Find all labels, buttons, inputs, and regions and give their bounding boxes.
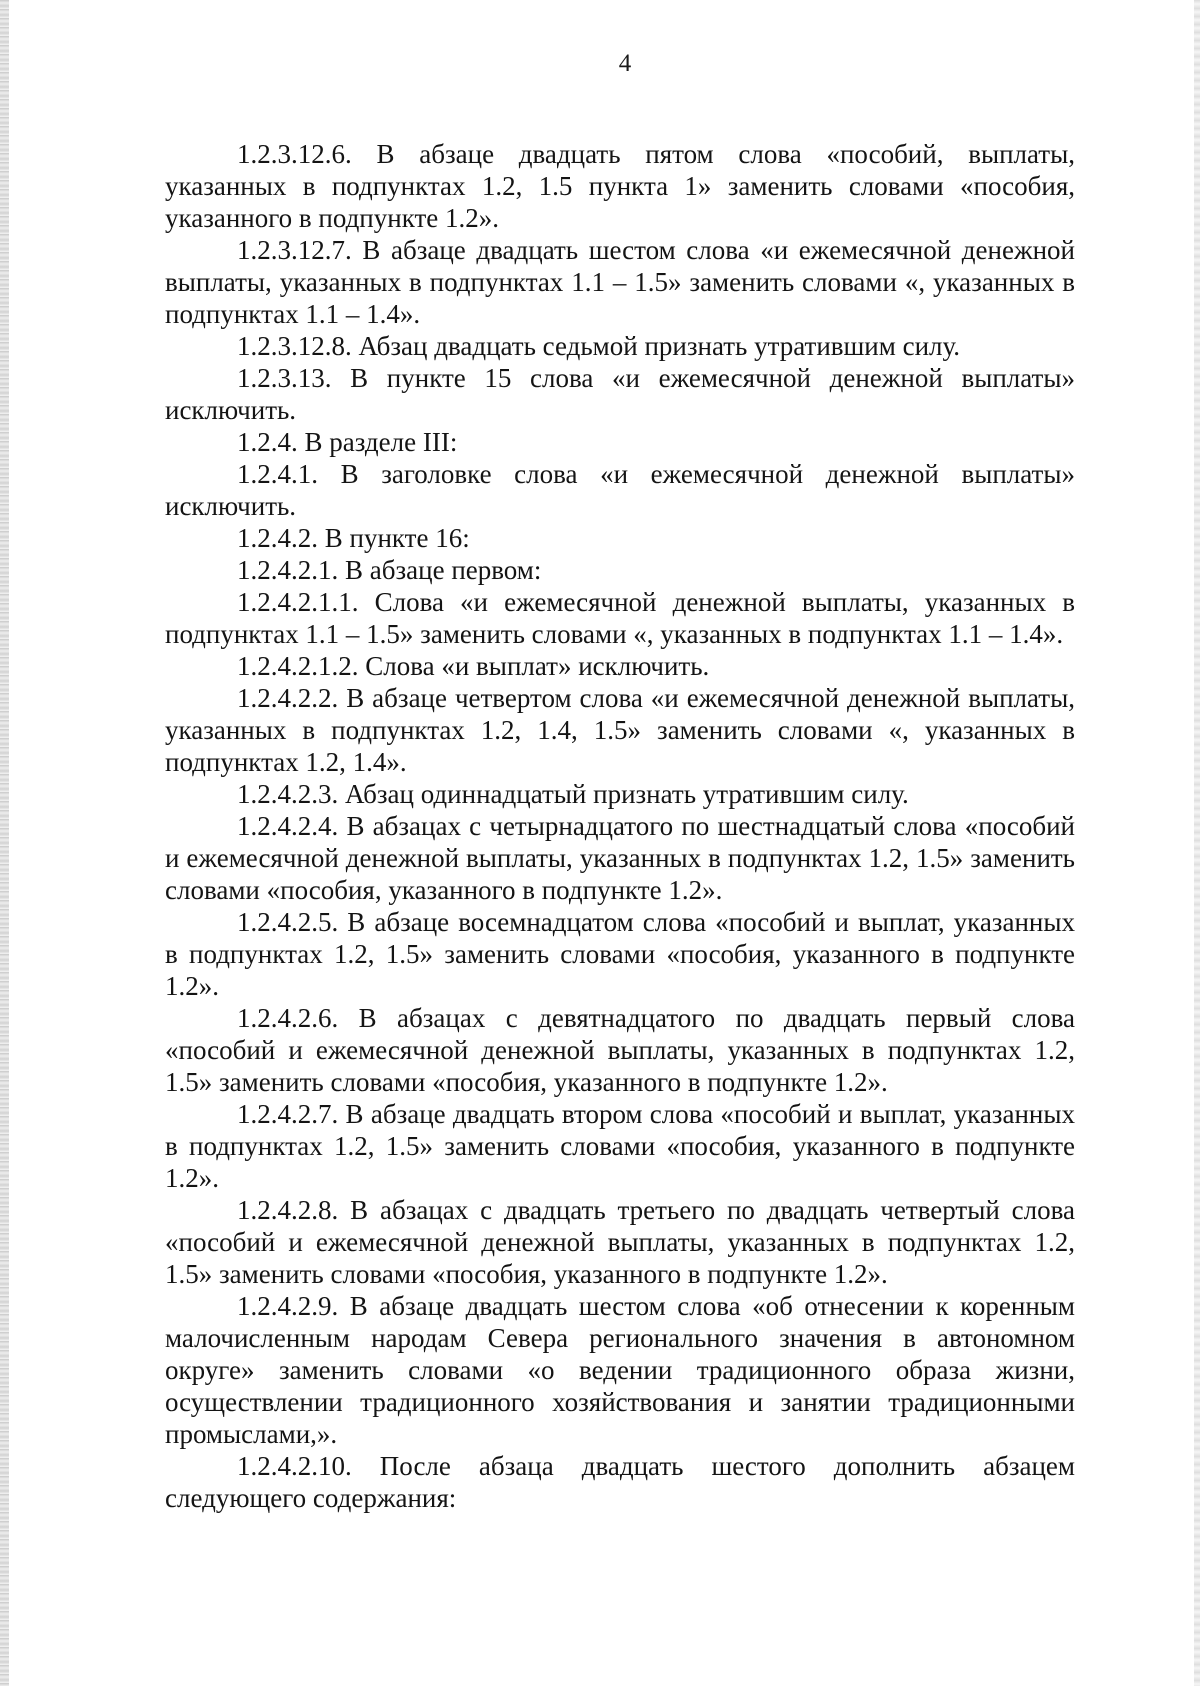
paragraph-1-2-4-2-1: 1.2.4.2.1. В абзаце первом: xyxy=(237,555,542,585)
paragraph-1-2-4-1: 1.2.4.1. В заголовке слова «и ежемесячной денежной выплаты» исключить. xyxy=(165,459,1075,521)
paragraph-1-2-4-2-10: 1.2.4.2.10. После абзаца двадцать шестого дополнить абзацем следующего содержания: xyxy=(165,1451,1075,1513)
paragraph-1-2-4-2: 1.2.4.2. В пункте 16: xyxy=(237,523,470,553)
paragraph-1-2-3-12-8: 1.2.3.12.8. Абзац двадцать седьмой признать утратившим силу. xyxy=(237,331,961,361)
paragraph-1-2-4-2-3: 1.2.4.2.3. Абзац одиннадцатый признать утратившим силу. xyxy=(237,779,909,809)
paragraph-1-2-3-13: 1.2.3.13. В пункте 15 слова «и ежемесячной денежной выплаты» исключить. xyxy=(165,363,1075,425)
paragraph-1-2-4-2-6: 1.2.4.2.6. В абзацах с девятнадцатого по двадцать первый слова «пособий и ежемесячной денежной выплаты, указанных в подпунктах 1.2, 1.5» заменить словами «пособия, указанного в подпункте 1.2». xyxy=(165,1003,1075,1097)
paragraph-1-2-4-2-9: 1.2.4.2.9. В абзаце двадцать шестом слова «об отнесении к коренным малочисленным народам Севера регионального значения в автономном округе» заменить словами «о ведении традиционного образа жизни, осуществлении традиционного хозяйствования и занятии традиционными промыслами,». xyxy=(165,1291,1075,1449)
paragraph-1-2-4-2-7: 1.2.4.2.7. В абзаце двадцать втором слова «пособий и выплат, указанных в подпунктах 1.2, 1.5» заменить словами «пособия, указанного в подпункте 1.2». xyxy=(165,1099,1075,1193)
paragraph-1-2-4-2-2: 1.2.4.2.2. В абзаце четвертом слова «и ежемесячной денежной выплаты, указанных в подпунктах 1.2, 1.4, 1.5» заменить словами «, указанных в подпунктах 1.2, 1.4». xyxy=(165,683,1075,777)
scan-edge-right xyxy=(1194,0,1200,1686)
paragraph-1-2-4-2-1-2: 1.2.4.2.1.2. Слова «и выплат» исключить. xyxy=(237,651,710,681)
document-body xyxy=(165,138,1075,1514)
paragraph-1-2-4-2-5: 1.2.4.2.5. В абзаце восемнадцатом слова «пособий и выплат, указанных в подпунктах 1.2, 1.5» заменить словами «пособия, указанного в подпункте 1.2». xyxy=(165,907,1075,1001)
paragraph-1-2-4-2-8: 1.2.4.2.8. В абзацах с двадцать третьего по двадцать четвертый слова «пособий и ежемесячной денежной выплаты, указанных в подпунктах 1.2, 1.5» заменить словами «пособия, указанного в подпункте 1.2». xyxy=(165,1195,1075,1289)
paragraph-1-2-4-2-4: 1.2.4.2.4. В абзацах с четырнадцатого по шестнадцатый слова «пособий и ежемесячной денежной выплаты, указанных в подпунктах 1.2, 1.5» заменить словами «пособия, указанного в подпункте 1.2». xyxy=(165,811,1075,905)
page-number: 4 xyxy=(618,50,632,77)
paragraph-1-2-4-2-1-1: 1.2.4.2.1.1. Слова «и ежемесячной денежной выплаты, указанных в подпунктах 1.1 – 1.5» заменить словами «, указанных в подпунктах 1.1 – 1.4». xyxy=(165,587,1075,649)
paragraph-1-2-4: 1.2.4. В разделе III: xyxy=(237,427,458,457)
paragraph-1-2-3-12-7: 1.2.3.12.7. В абзаце двадцать шестом слова «и ежемесячной денежной выплаты, указанных в подпунктах 1.1 – 1.5» заменить словами «, указанных в подпунктах 1.1 – 1.4». xyxy=(165,235,1075,329)
scan-edge-left xyxy=(0,0,9,1686)
paragraph-1-2-3-12-6: 1.2.3.12.6. В абзаце двадцать пятом слова «пособий, выплаты, указанных в подпунктах 1.2, 1.5 пункта 1» заменить словами «пособия, указанного в подпункте 1.2». xyxy=(165,139,1075,233)
